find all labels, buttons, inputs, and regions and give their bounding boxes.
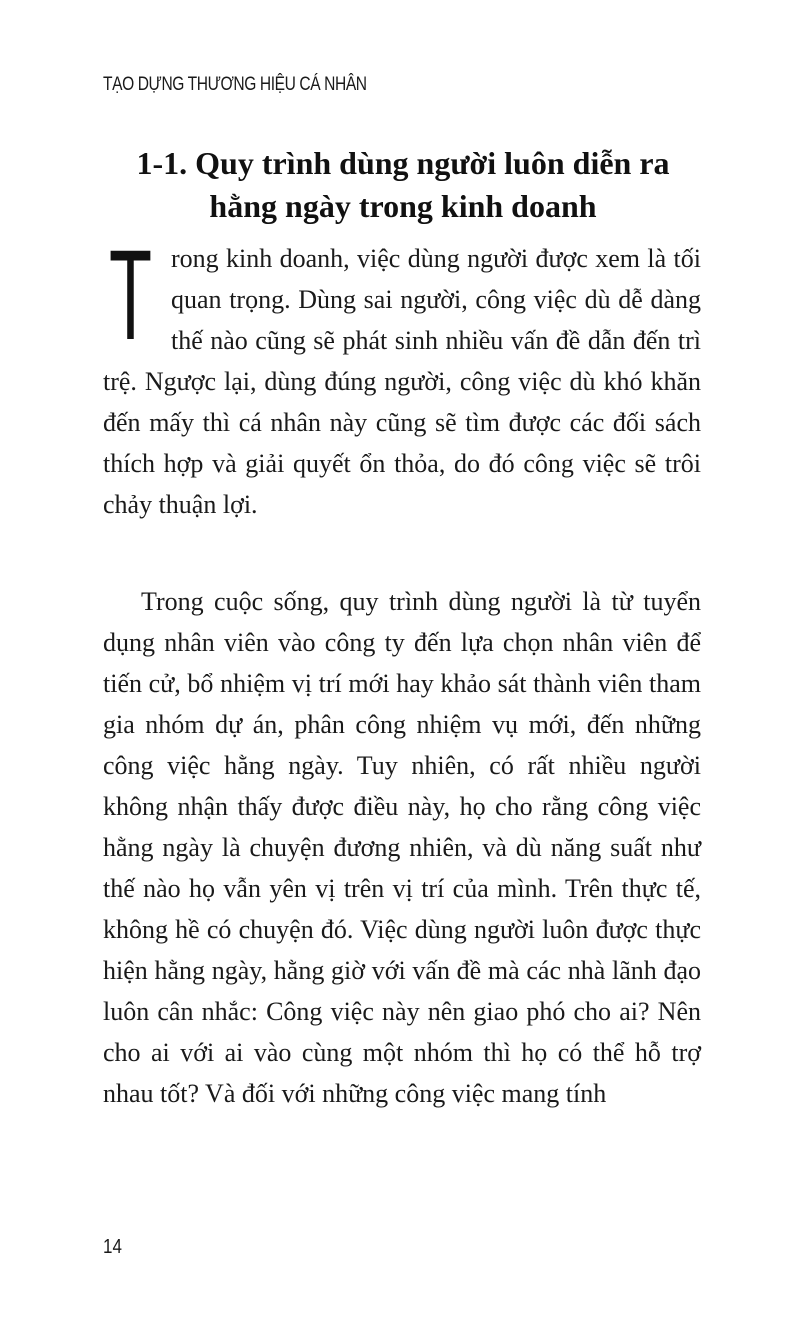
running-header: TẠO DỰNG THƯƠNG HIỆU CÁ NHÂN — [103, 74, 367, 95]
section-title — [103, 142, 703, 228]
section-title-line-2: hằng ngày trong kinh doanh — [209, 188, 597, 224]
paragraph-2: Trong cuộc sống, quy trình dùng người là từ tuyển dụng nhân viên vào công ty đến lựa chọn nhân viên để tiến cử, bổ nhiệm vị trí mới hay khảo sát thành viên tham gia nhóm dự án, phân công nhiệm vụ mới, đến những công việc hằng ngày. Tuy nhiên, có rất nhiều người không nhận thấy được điều này, họ cho rằng công việc hằng ngày là chuyện đương nhiên, và dù năng suất như thế nào họ vẫn yên vị trên vị trí của mình. Trên thực tế, không hề có chuyện đó. Việc dùng người luôn được thực hiện hằng ngày, hằng giờ với vấn đề mà các nhà lãnh đạo luôn cân nhắc: Công việc này nên giao phó cho ai? Nên cho ai với ai vào cùng một nhóm thì họ có thể hỗ trợ nhau tốt? Và đối với những công việc mang tính — [103, 587, 701, 1108]
page-number: 14 — [103, 1236, 122, 1258]
section-title-line-1: 1-1. Quy trình dùng người luôn diễn ra — [136, 145, 670, 181]
drop-cap: T — [109, 224, 153, 367]
paragraph-1-text: rong kinh doanh, việc dùng người được xem là tối quan trọng. Dùng sai người, công việc dù dễ dàng thế nào cũng sẽ phát sinh nhiều vấn đề dẫn đến trì trệ. Ngược lại, dùng đúng người, công việc dù khó khăn đến mấy thì cá nhân này cũng sẽ tìm được các đối sách thích hợp và giải quyết ổn thỏa, do đó công việc sẽ trôi chảy thuận lợi. — [103, 244, 701, 519]
paragraph-1 — [103, 224, 701, 525]
